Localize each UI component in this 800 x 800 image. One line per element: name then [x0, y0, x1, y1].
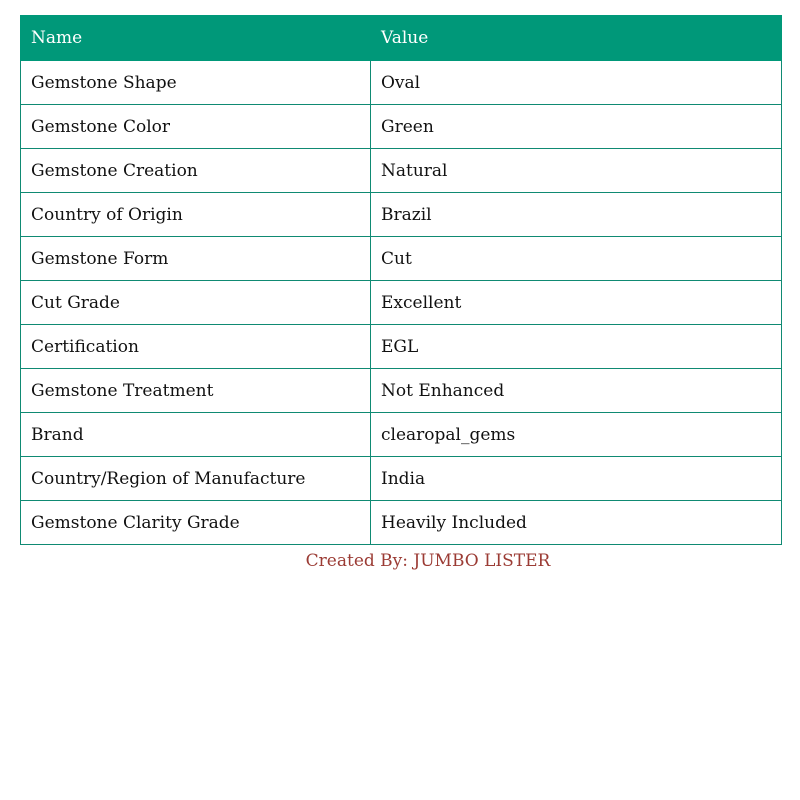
table-row	[21, 61, 782, 105]
row-name-cell: Brand	[21, 413, 371, 457]
row-name-cell: Certification	[21, 325, 371, 369]
table-row	[21, 281, 782, 325]
table-row	[21, 149, 782, 193]
table-row	[21, 369, 782, 413]
row-name-cell: Country/Region of Manufacture	[21, 457, 371, 501]
row-name-cell: Gemstone Creation	[21, 149, 371, 193]
row-value-cell: Green	[371, 105, 782, 149]
table-row	[21, 457, 782, 501]
row-value-cell: EGL	[371, 325, 782, 369]
row-value-cell: Brazil	[371, 193, 782, 237]
row-name-cell: Country of Origin	[21, 193, 371, 237]
table-row	[21, 325, 782, 369]
table-row	[21, 501, 782, 545]
row-value-cell: Not Enhanced	[371, 369, 782, 413]
row-name-cell: Gemstone Color	[21, 105, 371, 149]
row-name-cell: Gemstone Form	[21, 237, 371, 281]
row-name-cell: Gemstone Clarity Grade	[21, 501, 371, 545]
row-value-cell: Heavily Included	[371, 501, 782, 545]
row-name-cell: Gemstone Treatment	[21, 369, 371, 413]
table-row	[21, 237, 782, 281]
row-value-cell: Cut	[371, 237, 782, 281]
column-header-value: Value	[371, 16, 782, 61]
row-name-cell: Cut Grade	[21, 281, 371, 325]
table-row	[21, 413, 782, 457]
row-value-cell: India	[371, 457, 782, 501]
created-by-footer: Created By: JUMBO LISTER	[305, 551, 551, 571]
table-row	[21, 193, 782, 237]
row-value-cell: Oval	[371, 61, 782, 105]
column-header-name: Name	[21, 16, 371, 61]
row-value-cell: Natural	[371, 149, 782, 193]
row-value-cell: clearopal_gems	[371, 413, 782, 457]
spec-table	[20, 15, 782, 545]
row-name-cell: Gemstone Shape	[21, 61, 371, 105]
row-value-cell: Excellent	[371, 281, 782, 325]
table-row	[21, 105, 782, 149]
spec-table-container	[20, 15, 781, 545]
table-header-row	[21, 16, 782, 61]
